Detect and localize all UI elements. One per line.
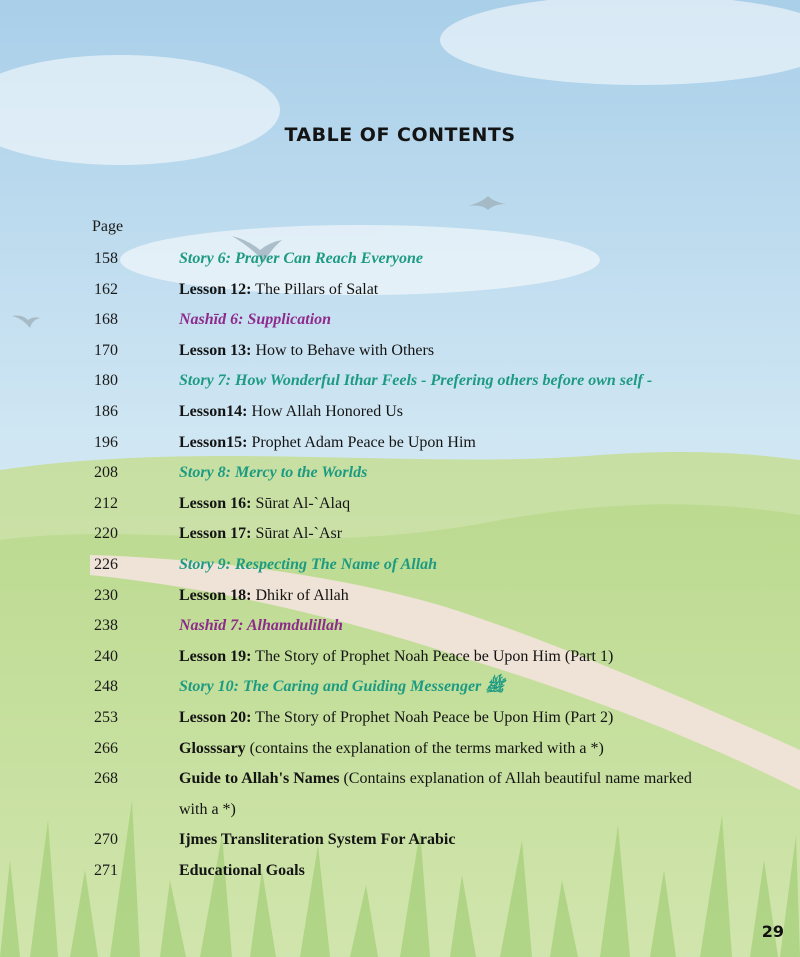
toc-entry-text: Story 7: How Wonderful Ithar Feels - Prefering others before own self - [179,372,653,390]
toc-entry-lesson [179,764,699,825]
toc-row [0,827,800,858]
toc-entry-text: Story 8: Mercy to the Worlds [179,464,368,482]
toc-page-number: 248 [94,678,118,696]
toc-entry-label: Lesson 12: [179,280,252,298]
toc-entry-label: Educational Goals [179,861,305,879]
toc-page-number: 186 [94,402,118,420]
toc-entry-lesson [179,734,699,765]
toc-entry-lesson [179,642,699,673]
toc-entry-label: Lesson 17: [179,525,252,543]
toc-page-number: 238 [94,617,118,635]
toc-entry-label: Lesson 13: [179,341,252,359]
page-number: 29 [761,922,784,941]
toc-entry-lesson [179,581,699,612]
toc-entry-label: Ijmes Transliteration System For Arabic [179,831,456,849]
toc-entry-label: Lesson14: [179,402,248,420]
toc-row [0,277,800,308]
toc-page-number: 266 [94,739,118,757]
toc-entry-label: Lesson 16: [179,494,252,512]
toc-page-number: 230 [94,586,118,604]
toc-row [0,552,800,583]
toc-row [0,338,800,369]
toc-page-number: 271 [94,861,118,879]
toc-page-number: 196 [94,433,118,451]
toc-entry-label: Lesson 20: [179,708,252,726]
toc-entry-lesson [179,519,699,550]
toc-entry-label: Guide to Allah's Names [179,770,340,788]
toc-entry-text: Story 10: The Caring and Guiding Messenger ﷺ [179,678,505,696]
toc-entry-text: Nashīd 6: Supplication [179,311,332,329]
toc-entry-lesson [179,428,699,459]
toc-page-number: 240 [94,647,118,665]
toc-row [0,491,800,522]
toc-entry-text: (contains the explanation of the terms marked with a *) [245,739,604,757]
toc-entry-lesson [179,275,699,306]
toc-entry-story [179,672,699,703]
toc-entry-nashid [179,305,699,336]
toc-list [0,246,800,888]
toc-entry-lesson [179,856,699,887]
toc-entry-lesson [179,336,699,367]
toc-row [0,858,800,889]
toc-row [0,736,800,767]
toc-row [0,521,800,552]
toc-entry-label: Lesson 19: [179,647,252,665]
toc-row [0,399,800,430]
toc-page-number: 180 [94,372,118,390]
toc-row [0,246,800,277]
toc-page-number: 226 [94,555,118,573]
toc-entry-text: The Pillars of Salat [251,280,379,298]
toc-row [0,430,800,461]
page-title: TABLE OF CONTENTS [284,124,516,146]
toc-entry-nashid [179,611,699,642]
toc-entry-label: Lesson 18: [179,586,252,604]
toc-entry-lesson [179,489,699,520]
toc-row [0,766,800,827]
toc-page-number: 253 [94,708,118,726]
toc-page-number: 168 [94,311,118,329]
toc-entry-text: How to Behave with Others [251,341,435,359]
toc-page-number: 208 [94,464,118,482]
toc-entry-story [179,366,699,397]
toc-row [0,307,800,338]
toc-entry-story [179,244,699,275]
toc-page-number: 170 [94,341,118,359]
page-column-label: Page [92,218,124,235]
toc-entry-lesson [179,825,699,856]
toc-entry-text: Sūrat Al-`Asr [251,525,343,543]
toc-page-number: 220 [94,525,118,543]
toc-entry-text: The Story of Prophet Noah Peace be Upon Him (Part 2) [251,708,614,726]
toc-entry-text: How Allah Honored Us [247,402,403,420]
toc-entry-text: Prophet Adam Peace be Upon Him [247,433,476,451]
toc-row [0,613,800,644]
toc-entry-text: The Story of Prophet Noah Peace be Upon Him (Part 1) [251,647,614,665]
toc-entry-label: Lesson15: [179,433,248,451]
toc-entry-label: Glosssary [179,739,246,757]
toc-page-number: 158 [94,250,118,267]
toc-entry-lesson [179,397,699,428]
toc-entry-text: Dhikr of Allah [251,586,349,604]
toc-entry-story [179,550,699,581]
toc-entry-text: Story 9: Respecting The Name of Allah [179,555,438,573]
toc-entry-text: (Contains explanation of Allah beautiful name marked with a *) [179,770,692,818]
toc-entry-text: Story 6: Prayer Can Reach Everyone [179,250,423,267]
toc-entry-story [179,458,699,489]
toc-row [0,460,800,491]
toc-entry-text: Nashīd 7: Alhamdulillah [179,617,343,635]
toc-entry-text: Sūrat Al-`Alaq [251,494,351,512]
toc-page-number: 212 [94,494,118,512]
toc-page-number: 268 [94,770,118,788]
toc-page-number: 162 [94,280,118,298]
toc-page-number: 270 [94,831,118,849]
toc-row [0,674,800,705]
toc-row [0,583,800,614]
toc-entry-lesson [179,703,699,734]
toc-row [0,705,800,736]
toc-row [0,644,800,675]
toc-row [0,368,800,399]
